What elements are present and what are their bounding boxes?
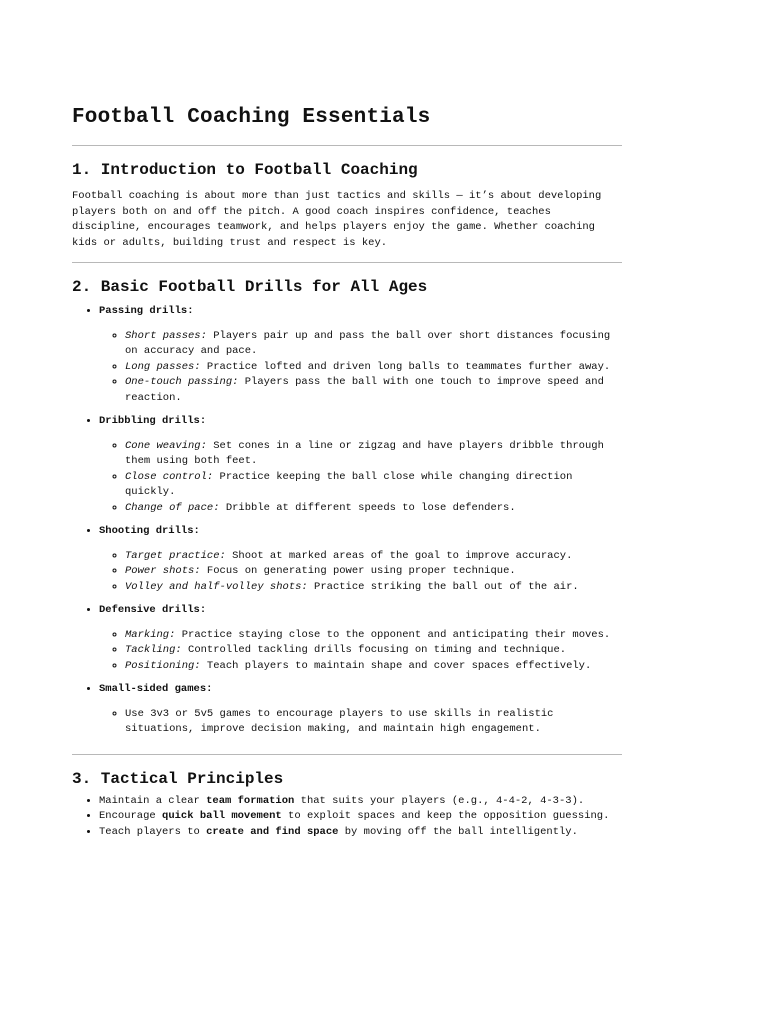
drill-term: Power shots: [125, 565, 201, 577]
tactic-item [99, 809, 622, 825]
drill-item [125, 501, 622, 517]
section-heading-drills: 2. Basic Football Drills for All Ages [72, 278, 428, 296]
tactic-keyword: create and find space [206, 825, 339, 838]
drill-category-label: • Defensive drills: [99, 604, 207, 616]
drill-text: Practice striking the ball out of the air. [307, 580, 579, 593]
tactic-text-pre: Maintain a clear [99, 794, 207, 807]
drill-sublist [99, 439, 622, 517]
drill-sublist [99, 329, 622, 407]
drill-text: Dribble at different speeds to lose defenders. [219, 501, 516, 514]
drill-item [125, 707, 622, 738]
divider [72, 262, 622, 263]
drill-text: Set cones in a line or zigzag and have players dribble through them using both feet. [125, 439, 604, 467]
tactic-item [99, 825, 622, 841]
drill-text: Practice keeping the ball close while changing direction quickly. [125, 470, 573, 498]
drill-term: Marking: [125, 628, 176, 641]
drill-item [125, 580, 622, 596]
tactic-text-pre: Teach players to [99, 825, 207, 838]
drill-item [125, 643, 622, 659]
tactic-keyword: quick ball movement [162, 810, 282, 822]
drill-item [125, 659, 622, 675]
drill-term: Cone weaving: [125, 439, 207, 452]
drill-category-label: • Shooting drills: [99, 525, 200, 537]
drill-item [125, 329, 622, 360]
tactic-text-post: to exploit spaces and keep the opposition guessing. [281, 810, 610, 822]
drill-item [125, 628, 622, 644]
drill-item [125, 470, 622, 501]
drill-term: Positioning: [125, 659, 201, 672]
tactic-keyword: team formation [206, 794, 295, 807]
drill-item [125, 439, 622, 470]
drill-term: Tackling: [125, 644, 182, 656]
divider [72, 754, 622, 755]
drill-text: Teach players to maintain shape and cover spaces effectively. [200, 659, 592, 672]
drill-category-label: • Dribbling drills: [99, 415, 207, 427]
drill-sublist [99, 707, 622, 738]
drill-text: Controlled tackling drills focusing on timing and technique. [181, 644, 567, 656]
drill-category [99, 603, 622, 674]
drill-category [99, 524, 622, 595]
section-heading-tactics: 3. Tactical Principles [72, 769, 284, 788]
page-title: Football Coaching Essentials [72, 106, 431, 129]
tactic-text-post: that suits your players (e.g., 4-4-2, 4-3-3). [294, 794, 585, 807]
intro-paragraph: Football coaching is about more than just tactics and skills — it’s about developing players both on and off the pitch. A good coach inspires confidence, teaches discipline, encourages teamwork, and helps players enjoy the game. Whether coaching kids or adults, building trust and respect is key. [72, 190, 602, 249]
drill-text: Focus on generating power using proper technique. [200, 565, 516, 577]
drill-text: Players pair up and pass the ball over short distances focusing on accuracy and pace. [125, 329, 611, 357]
drill-item [125, 564, 622, 580]
drill-category [99, 414, 622, 516]
divider [72, 145, 622, 146]
drill-term: Short passes: [125, 329, 207, 342]
tactics-list [72, 794, 622, 841]
drill-item [125, 549, 622, 565]
drill-sublist [99, 549, 622, 596]
drill-term: Change of pace: [125, 501, 220, 514]
tactic-text-post: by moving off the ball intelligently. [338, 825, 578, 838]
drill-text: Practice lofted and driven long balls to teammates further away. [200, 360, 611, 373]
drill-item [125, 360, 622, 376]
drill-item [125, 375, 622, 406]
section-heading-introduction: 1. Introduction to Football Coaching [72, 161, 418, 179]
tactic-item [99, 794, 622, 810]
drill-text: Players pass the ball with one touch to improve speed and reaction. [125, 376, 604, 404]
drills-list [72, 304, 622, 738]
drill-term: Target practice: [125, 549, 226, 562]
drill-sublist [99, 628, 622, 675]
drill-term: Close control: [125, 470, 214, 483]
drill-term: Long passes: [125, 360, 201, 373]
drill-category-label: • Small-sided games: [99, 683, 213, 695]
drill-text: Practice staying close to the opponent and anticipating their moves. [175, 628, 611, 641]
drill-text: Use 3v3 or 5v5 games to encourage players to use skills in realistic situations, improve decision making, and maintain high engagement. [125, 707, 554, 735]
drill-term: Volley and half-volley shots: [125, 580, 308, 593]
drill-term: One-touch passing: [125, 376, 239, 388]
drill-text: Shoot at marked areas of the goal to improve accuracy. [225, 549, 573, 562]
tactic-text-pre: Encourage [99, 810, 163, 822]
drill-category [99, 682, 622, 738]
drill-category-label: • Passing drills: [99, 305, 194, 317]
drill-category [99, 304, 622, 406]
